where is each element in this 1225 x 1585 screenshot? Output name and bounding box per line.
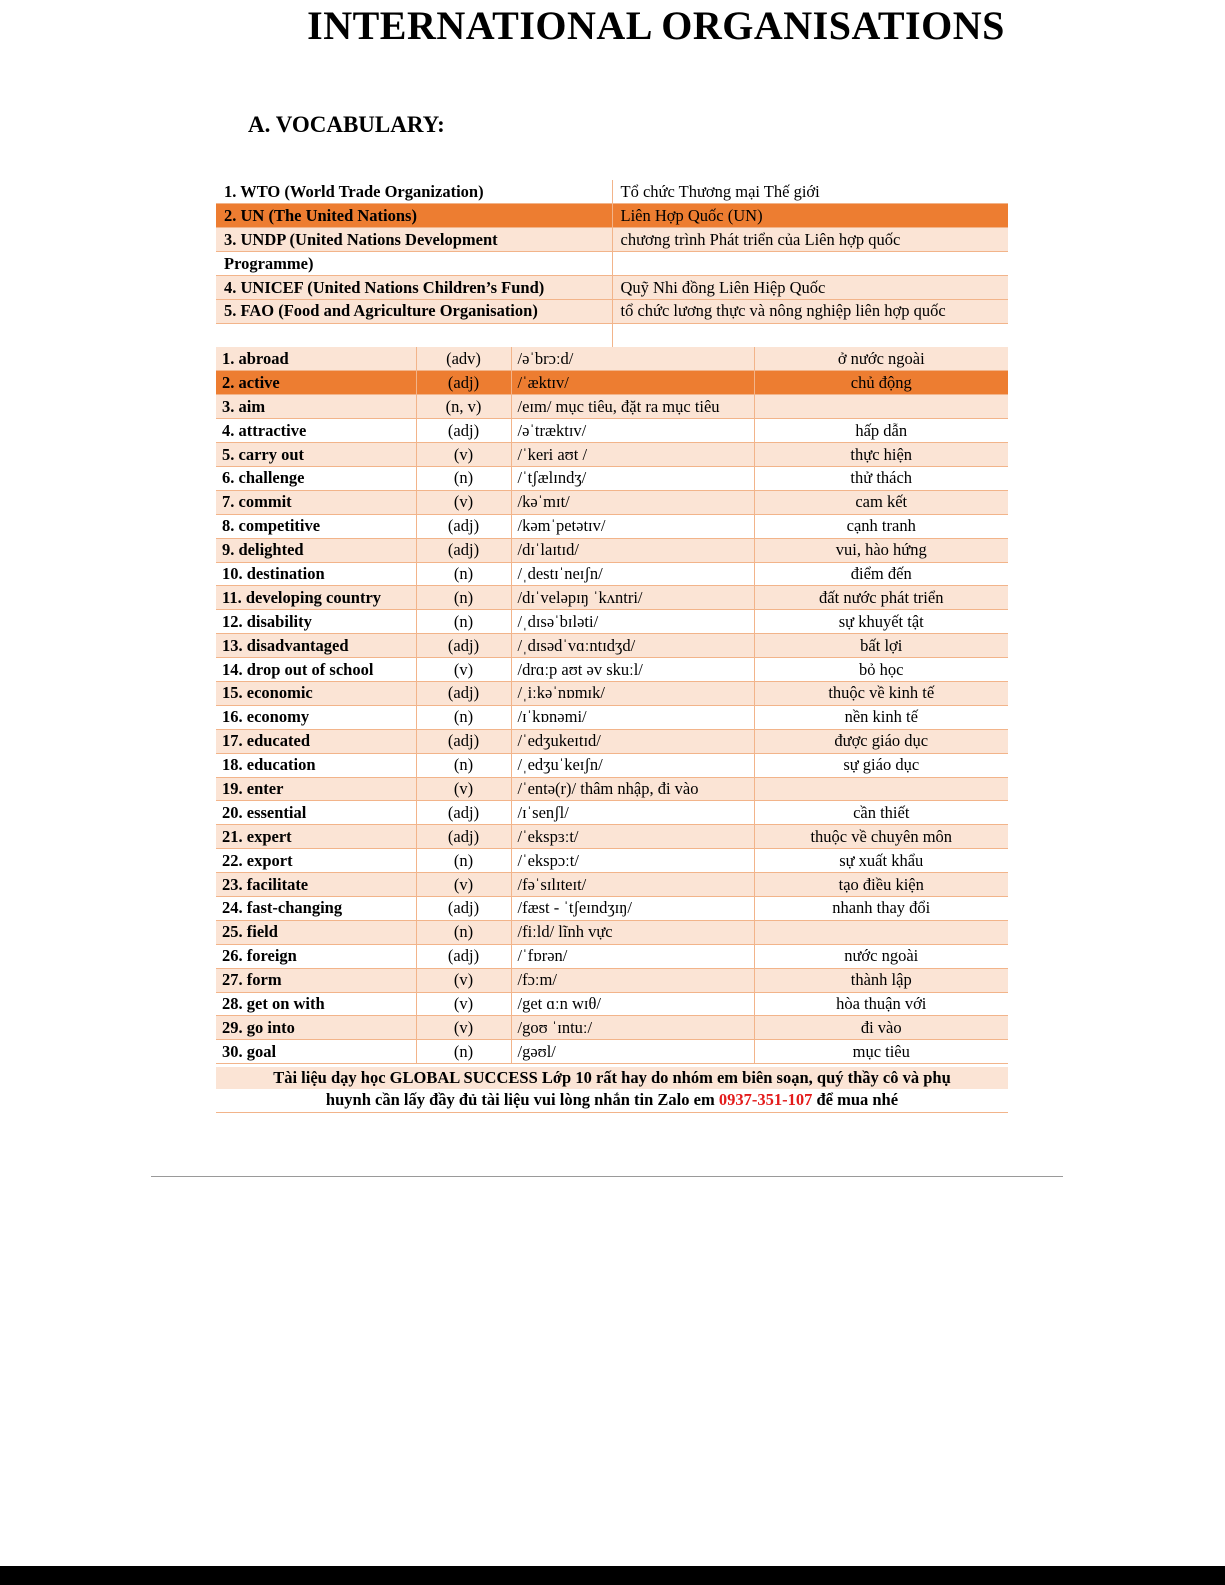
page-divider — [151, 1176, 1063, 1177]
vocab-word: 17. educated — [216, 729, 416, 753]
vocab-pronunciation: /ɪˈsenʃl/ — [511, 801, 754, 825]
vocab-pronunciation: /dɪˈveləpɪŋ ˈkʌntri/ — [511, 586, 754, 610]
vocabulary-table — [216, 347, 1008, 1064]
vocab-pronunciation: /fɔːm/ — [511, 968, 754, 992]
footer-line-2-tail: để mua nhé — [816, 1090, 899, 1109]
vocab-meaning: thành lập — [754, 968, 1008, 992]
vocab-part-of-speech: (n) — [416, 1040, 511, 1064]
zalo-phone-number: 0937-351-107 — [718, 1090, 813, 1109]
vocab-meaning: thử thách — [754, 466, 1008, 490]
vocab-word: 5. carry out — [216, 443, 416, 467]
vocab-meaning: vui, hào hứng — [754, 538, 1008, 562]
vocabulary-row — [216, 729, 1008, 753]
vocab-meaning: nhanh thay đổi — [754, 896, 1008, 920]
vocab-pronunciation: /fəˈsɪlɪteɪt/ — [511, 873, 754, 897]
vocabulary-row — [216, 920, 1008, 944]
vocab-pronunciation: /ˌdɪsədˈvɑːntɪdʒd/ — [511, 634, 754, 658]
vocab-part-of-speech: (n) — [416, 586, 511, 610]
vocab-word: 13. disadvantaged — [216, 634, 416, 658]
section-heading: A. VOCABULARY: — [248, 112, 445, 137]
vocab-word: 1. abroad — [216, 347, 416, 371]
vocabulary-row — [216, 873, 1008, 897]
vocab-meaning: nền kinh tế — [754, 705, 1008, 729]
footer-note — [216, 1067, 1008, 1113]
vocabulary-row — [216, 562, 1008, 586]
vocab-meaning: sự giáo dục — [754, 753, 1008, 777]
vocab-word: 14. drop out of school — [216, 658, 416, 682]
vocab-word: 26. foreign — [216, 944, 416, 968]
vocab-pronunciation: /ˈekspɔːt/ — [511, 849, 754, 873]
vocab-part-of-speech: (adj) — [416, 729, 511, 753]
vocab-word: 19. enter — [216, 777, 416, 801]
vocab-part-of-speech: (n) — [416, 753, 511, 777]
vocab-word: 18. education — [216, 753, 416, 777]
organisation-row — [216, 276, 1008, 300]
vocabulary-row — [216, 825, 1008, 849]
vocabulary-row — [216, 538, 1008, 562]
vocab-pronunciation: /əˈbrɔːd/ — [511, 347, 754, 371]
vocab-pronunciation: /fæst - ˈtʃeɪndʒɪŋ/ — [511, 896, 754, 920]
vocab-meaning: hấp dẫn — [754, 419, 1008, 443]
vocab-part-of-speech: (adj) — [416, 514, 511, 538]
vocab-word: 27. form — [216, 968, 416, 992]
vocab-meaning: sự khuyết tật — [754, 610, 1008, 634]
vocab-pronunciation: /ˈæktɪv/ — [511, 371, 754, 395]
vocab-part-of-speech: (v) — [416, 777, 511, 801]
vocab-word: 21. expert — [216, 825, 416, 849]
vocabulary-row — [216, 681, 1008, 705]
vocab-meaning: điểm đến — [754, 562, 1008, 586]
vocab-word: 12. disability — [216, 610, 416, 634]
vocab-pronunciation: /dɪˈlaɪtɪd/ — [511, 538, 754, 562]
organisation-translation: Tổ chức Thương mại Thế giới — [612, 180, 1008, 204]
organisation-name — [216, 323, 612, 347]
vocab-meaning: cần thiết — [754, 801, 1008, 825]
vocab-pronunciation: /fiːld/ lĩnh vực — [511, 920, 754, 944]
vocab-meaning — [754, 777, 1008, 801]
vocab-part-of-speech: (adj) — [416, 801, 511, 825]
organisation-translation: tổ chức lương thực và nông nghiệp liên hợp quốc — [612, 299, 1008, 323]
vocab-part-of-speech: (adj) — [416, 419, 511, 443]
vocab-pronunciation: /ˈedʒukeɪtɪd/ — [511, 729, 754, 753]
vocab-part-of-speech: (v) — [416, 490, 511, 514]
vocabulary-row — [216, 992, 1008, 1016]
vocabulary-row — [216, 371, 1008, 395]
organisation-translation — [612, 323, 1008, 347]
vocab-pronunciation: /kəmˈpetətɪv/ — [511, 514, 754, 538]
vocab-word: 28. get on with — [216, 992, 416, 1016]
vocab-pronunciation: /kəˈmɪt/ — [511, 490, 754, 514]
vocabulary-row — [216, 849, 1008, 873]
vocabulary-row — [216, 753, 1008, 777]
vocab-meaning: cạnh tranh — [754, 514, 1008, 538]
vocab-meaning: thực hiện — [754, 443, 1008, 467]
vocab-meaning: thuộc về chuyên môn — [754, 825, 1008, 849]
vocab-part-of-speech: (v) — [416, 873, 511, 897]
vocab-meaning: cam kết — [754, 490, 1008, 514]
vocabulary-row — [216, 896, 1008, 920]
vocab-part-of-speech: (n) — [416, 705, 511, 729]
vocabulary-row — [216, 490, 1008, 514]
vocabulary-row — [216, 395, 1008, 419]
vocab-word: 2. active — [216, 371, 416, 395]
vocab-part-of-speech: (n) — [416, 920, 511, 944]
vocab-part-of-speech: (adj) — [416, 371, 511, 395]
organisation-row — [216, 228, 1008, 252]
vocab-pronunciation: /ˌdɪsəˈbɪləti/ — [511, 610, 754, 634]
vocab-word: 3. aim — [216, 395, 416, 419]
vocab-word: 23. facilitate — [216, 873, 416, 897]
vocab-word: 4. attractive — [216, 419, 416, 443]
footer-line-2 — [216, 1089, 1008, 1111]
vocab-meaning: mục tiêu — [754, 1040, 1008, 1064]
organisation-name: 3. UNDP (United Nations Development — [216, 228, 612, 252]
vocab-part-of-speech: (v) — [416, 443, 511, 467]
vocab-word: 22. export — [216, 849, 416, 873]
vocab-meaning — [754, 395, 1008, 419]
organisation-row — [216, 252, 1008, 276]
vocab-part-of-speech: (v) — [416, 658, 511, 682]
vocab-word: 8. competitive — [216, 514, 416, 538]
vocabulary-row — [216, 634, 1008, 658]
vocab-word: 10. destination — [216, 562, 416, 586]
vocab-pronunciation: /eɪm/ mục tiêu, đặt ra mục tiêu — [511, 395, 754, 419]
vocabulary-row — [216, 347, 1008, 371]
vocab-pronunciation: /goʊ ˈɪntuː/ — [511, 1016, 754, 1040]
vocabulary-row — [216, 586, 1008, 610]
vocab-pronunciation: /ˈentə(r)/ thâm nhập, đi vào — [511, 777, 754, 801]
vocabulary-row — [216, 801, 1008, 825]
vocabulary-row — [216, 514, 1008, 538]
organisation-translation: chương trình Phát triển của Liên hợp quốc — [612, 228, 1008, 252]
organisation-translation: Liên Hợp Quốc (UN) — [612, 204, 1008, 228]
vocab-pronunciation: /ˌdestɪˈneɪʃn/ — [511, 562, 754, 586]
vocab-pronunciation: /ˈekspɜːt/ — [511, 825, 754, 849]
vocab-part-of-speech: (n) — [416, 562, 511, 586]
vocab-part-of-speech: (adj) — [416, 634, 511, 658]
vocab-meaning: nước ngoài — [754, 944, 1008, 968]
vocab-meaning: đi vào — [754, 1016, 1008, 1040]
vocab-meaning: bất lợi — [754, 634, 1008, 658]
vocab-part-of-speech: (adv) — [416, 347, 511, 371]
vocabulary-row — [216, 1040, 1008, 1064]
vocab-pronunciation: /ˌedʒuˈkeɪʃn/ — [511, 753, 754, 777]
vocab-part-of-speech: (adj) — [416, 681, 511, 705]
vocabulary-row — [216, 777, 1008, 801]
organisation-row — [216, 299, 1008, 323]
vocabulary-row — [216, 944, 1008, 968]
organisation-row — [216, 323, 1008, 347]
vocab-meaning: hòa thuận với — [754, 992, 1008, 1016]
vocab-part-of-speech: (n) — [416, 466, 511, 490]
organisation-name: 5. FAO (Food and Agriculture Organisation) — [216, 299, 612, 323]
vocab-meaning: sự xuất khẩu — [754, 849, 1008, 873]
vocab-meaning: tạo điều kiện — [754, 873, 1008, 897]
bottom-bar — [0, 1566, 1225, 1585]
vocab-part-of-speech: (n, v) — [416, 395, 511, 419]
vocab-word: 16. economy — [216, 705, 416, 729]
organisation-row — [216, 204, 1008, 228]
vocabulary-row — [216, 466, 1008, 490]
vocab-part-of-speech: (adj) — [416, 944, 511, 968]
page-title: INTERNATIONAL ORGANISATIONS — [307, 3, 1005, 48]
vocabulary-row — [216, 658, 1008, 682]
vocab-pronunciation: /əˈtræktɪv/ — [511, 419, 754, 443]
footer-line-1: Tài liệu dạy học GLOBAL SUCCESS Lớp 10 rất hay do nhóm em biên soạn, quý thầy cô và phụ — [273, 1068, 951, 1087]
vocab-word: 6. challenge — [216, 466, 416, 490]
vocab-part-of-speech: (n) — [416, 849, 511, 873]
vocab-word: 11. developing country — [216, 586, 416, 610]
organisations-table — [216, 180, 1008, 348]
vocab-word: 30. goal — [216, 1040, 416, 1064]
organisation-row — [216, 180, 1008, 204]
vocabulary-row — [216, 443, 1008, 467]
vocabulary-row — [216, 419, 1008, 443]
vocab-meaning: bỏ học — [754, 658, 1008, 682]
vocab-pronunciation: /get ɑːn wɪθ/ — [511, 992, 754, 1016]
vocabulary-row — [216, 968, 1008, 992]
vocab-pronunciation: /ˈtʃælɪndʒ/ — [511, 466, 754, 490]
vocab-meaning: được giáo dục — [754, 729, 1008, 753]
vocabulary-row — [216, 705, 1008, 729]
vocab-part-of-speech: (n) — [416, 610, 511, 634]
vocab-part-of-speech: (adj) — [416, 825, 511, 849]
vocab-meaning: đất nước phát triển — [754, 586, 1008, 610]
organisation-name: 1. WTO (World Trade Organization) — [216, 180, 612, 204]
vocab-meaning: ở nước ngoài — [754, 347, 1008, 371]
vocab-pronunciation: /ˌiːkəˈnɒmɪk/ — [511, 681, 754, 705]
vocab-part-of-speech: (v) — [416, 1016, 511, 1040]
vocab-word: 29. go into — [216, 1016, 416, 1040]
organisation-name: Programme) — [216, 252, 612, 276]
organisation-name: 4. UNICEF (United Nations Children’s Fund) — [216, 276, 612, 300]
vocab-pronunciation: /ˈfɒrən/ — [511, 944, 754, 968]
organisation-name: 2. UN (The United Nations) — [216, 204, 612, 228]
vocab-word: 24. fast-changing — [216, 896, 416, 920]
organisation-translation: Quỹ Nhi đồng Liên Hiệp Quốc — [612, 276, 1008, 300]
vocab-part-of-speech: (adj) — [416, 896, 511, 920]
vocab-word: 9. delighted — [216, 538, 416, 562]
vocab-meaning: chủ động — [754, 371, 1008, 395]
vocab-word: 25. field — [216, 920, 416, 944]
vocab-word: 15. economic — [216, 681, 416, 705]
vocab-pronunciation: /ɪˈkɒnəmi/ — [511, 705, 754, 729]
vocab-part-of-speech: (adj) — [416, 538, 511, 562]
vocab-word: 7. commit — [216, 490, 416, 514]
vocab-pronunciation: /ˈkeri aʊt / — [511, 443, 754, 467]
organisation-translation — [612, 252, 1008, 276]
vocab-part-of-speech: (v) — [416, 992, 511, 1016]
footer-line-2-text: huynh cần lấy đầy đủ tài liệu vui lòng nhắn tin Zalo em — [325, 1090, 715, 1109]
vocab-meaning: thuộc về kinh tế — [754, 681, 1008, 705]
vocabulary-row — [216, 610, 1008, 634]
vocab-pronunciation: /gəʊl/ — [511, 1040, 754, 1064]
vocabulary-row — [216, 1016, 1008, 1040]
vocab-meaning — [754, 920, 1008, 944]
vocab-pronunciation: /drɑːp aʊt əv skuːl/ — [511, 658, 754, 682]
vocab-word: 20. essential — [216, 801, 416, 825]
vocab-part-of-speech: (v) — [416, 968, 511, 992]
